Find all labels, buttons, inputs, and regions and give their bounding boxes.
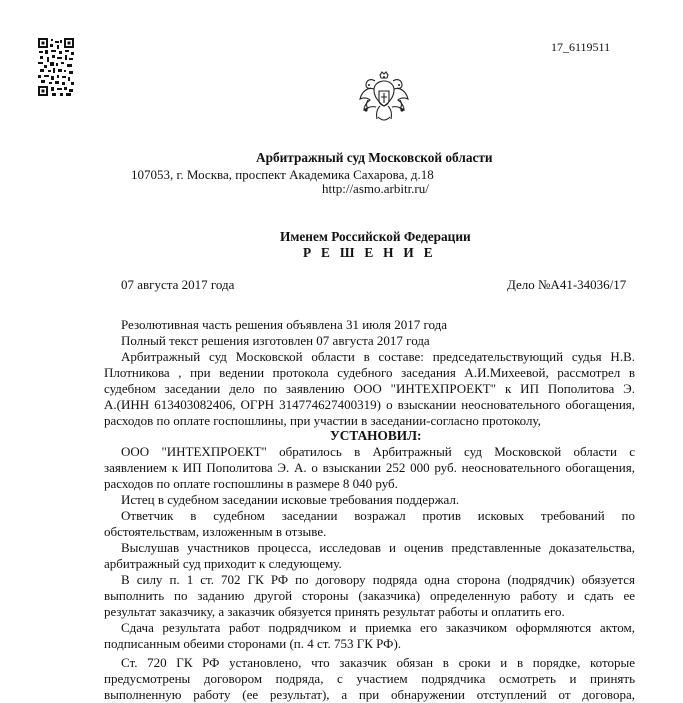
double-headed-eagle-emblem [358,69,410,127]
body-line: Арбитражный суд Московской области в составе: председательствующий судья Н.В. [121,349,635,364]
body-line: расходов по оплате госпошлины в размере 8 040 руб. [104,476,398,491]
established-heading: УСТАНОВИЛ: [330,428,422,443]
body-line: арбитражный суд приходит к следующему. [104,556,342,571]
body-line: А.(ИНН 613403082406, ОГРН 314774627400319) о взыскании неосновательного обогащения, [104,397,635,412]
body-line: расходов по оплате госпошлины, при участии в заседании-согласно протоколу, [104,413,541,428]
body-line: Сдача результата работ подрядчиком и приемка его заказчиком оформляются актом, [121,620,635,635]
body-line: предусмотрены договором подряда, с участием подрядчика осмотреть и принять [104,671,635,686]
court-address: 107053, г. Москва, проспект Академика Сахарова, д.18 [131,167,434,182]
in-name-of-federation: Именем Российской Федерации [280,229,471,244]
body-line: Плотникова , при ведении протокола судебного заседания А.И.Михеевой, рассмотрел в [104,365,635,380]
court-website: http://asmo.arbitr.ru/ [322,181,429,196]
body-line: подписанным обеими сторонами (п. 4 ст. 753 ГК РФ). [104,636,402,651]
case-number: Дело №А41-34036/17 [507,277,627,292]
body-line: Выслушав участников процесса, исследовав и оценив представленные доказательства, [121,540,635,555]
body-line: В силу п. 1 ст. 702 ГК РФ по договору подряда одна сторона (подрядчик) обязуется [121,572,635,587]
body-line: выполненную работу (ее результат), а при обнаружении отступлений от договора, [104,687,635,702]
body-line: заявлением к ИП Пополитова Э. А. о взыскании 252 000 руб. неосновательного обогащения, [104,460,635,475]
document-id: 17_6119511 [551,40,611,54]
qr-code [38,38,74,96]
court-name: Арбитражный суд Московской области [256,150,493,165]
body-line: Ст. 720 ГК РФ установлено, что заказчик обязан в сроки и в порядке, которые [121,655,635,670]
body-line: Истец в судебном заседании исковые требования поддержал. [121,492,460,507]
body-line: обстоятельствам, изложенным в отзыве. [104,524,327,539]
body-line: Резолютивная часть решения объявлена 31 июля 2017 года [121,317,448,332]
body-line: Полный текст решения изготовлен 07 августа 2017 года [121,333,430,348]
decision-date: 07 августа 2017 года [121,277,235,292]
body-line: Ответчик в судебном заседании возражал против исковых требований по [121,508,635,523]
body-line: результат заказчику, а заказчик обязуется принять результат работы и оплатить его. [104,604,565,619]
body-line: ООО "ИНТЕХПРОЕКТ" обратилось в Арбитражный суд Московской области с [121,444,635,459]
body-line: судебном заседании дело по заявлению ООО "ИНТЕХПРОЕКТ" к ИП Пополитова Э. [104,381,635,396]
decision-title: Р Е Ш Е Н И Е [303,245,436,260]
body-line: выполнить по заданию другой стороны (заказчика) определенную работу и сдать ее [104,588,635,603]
